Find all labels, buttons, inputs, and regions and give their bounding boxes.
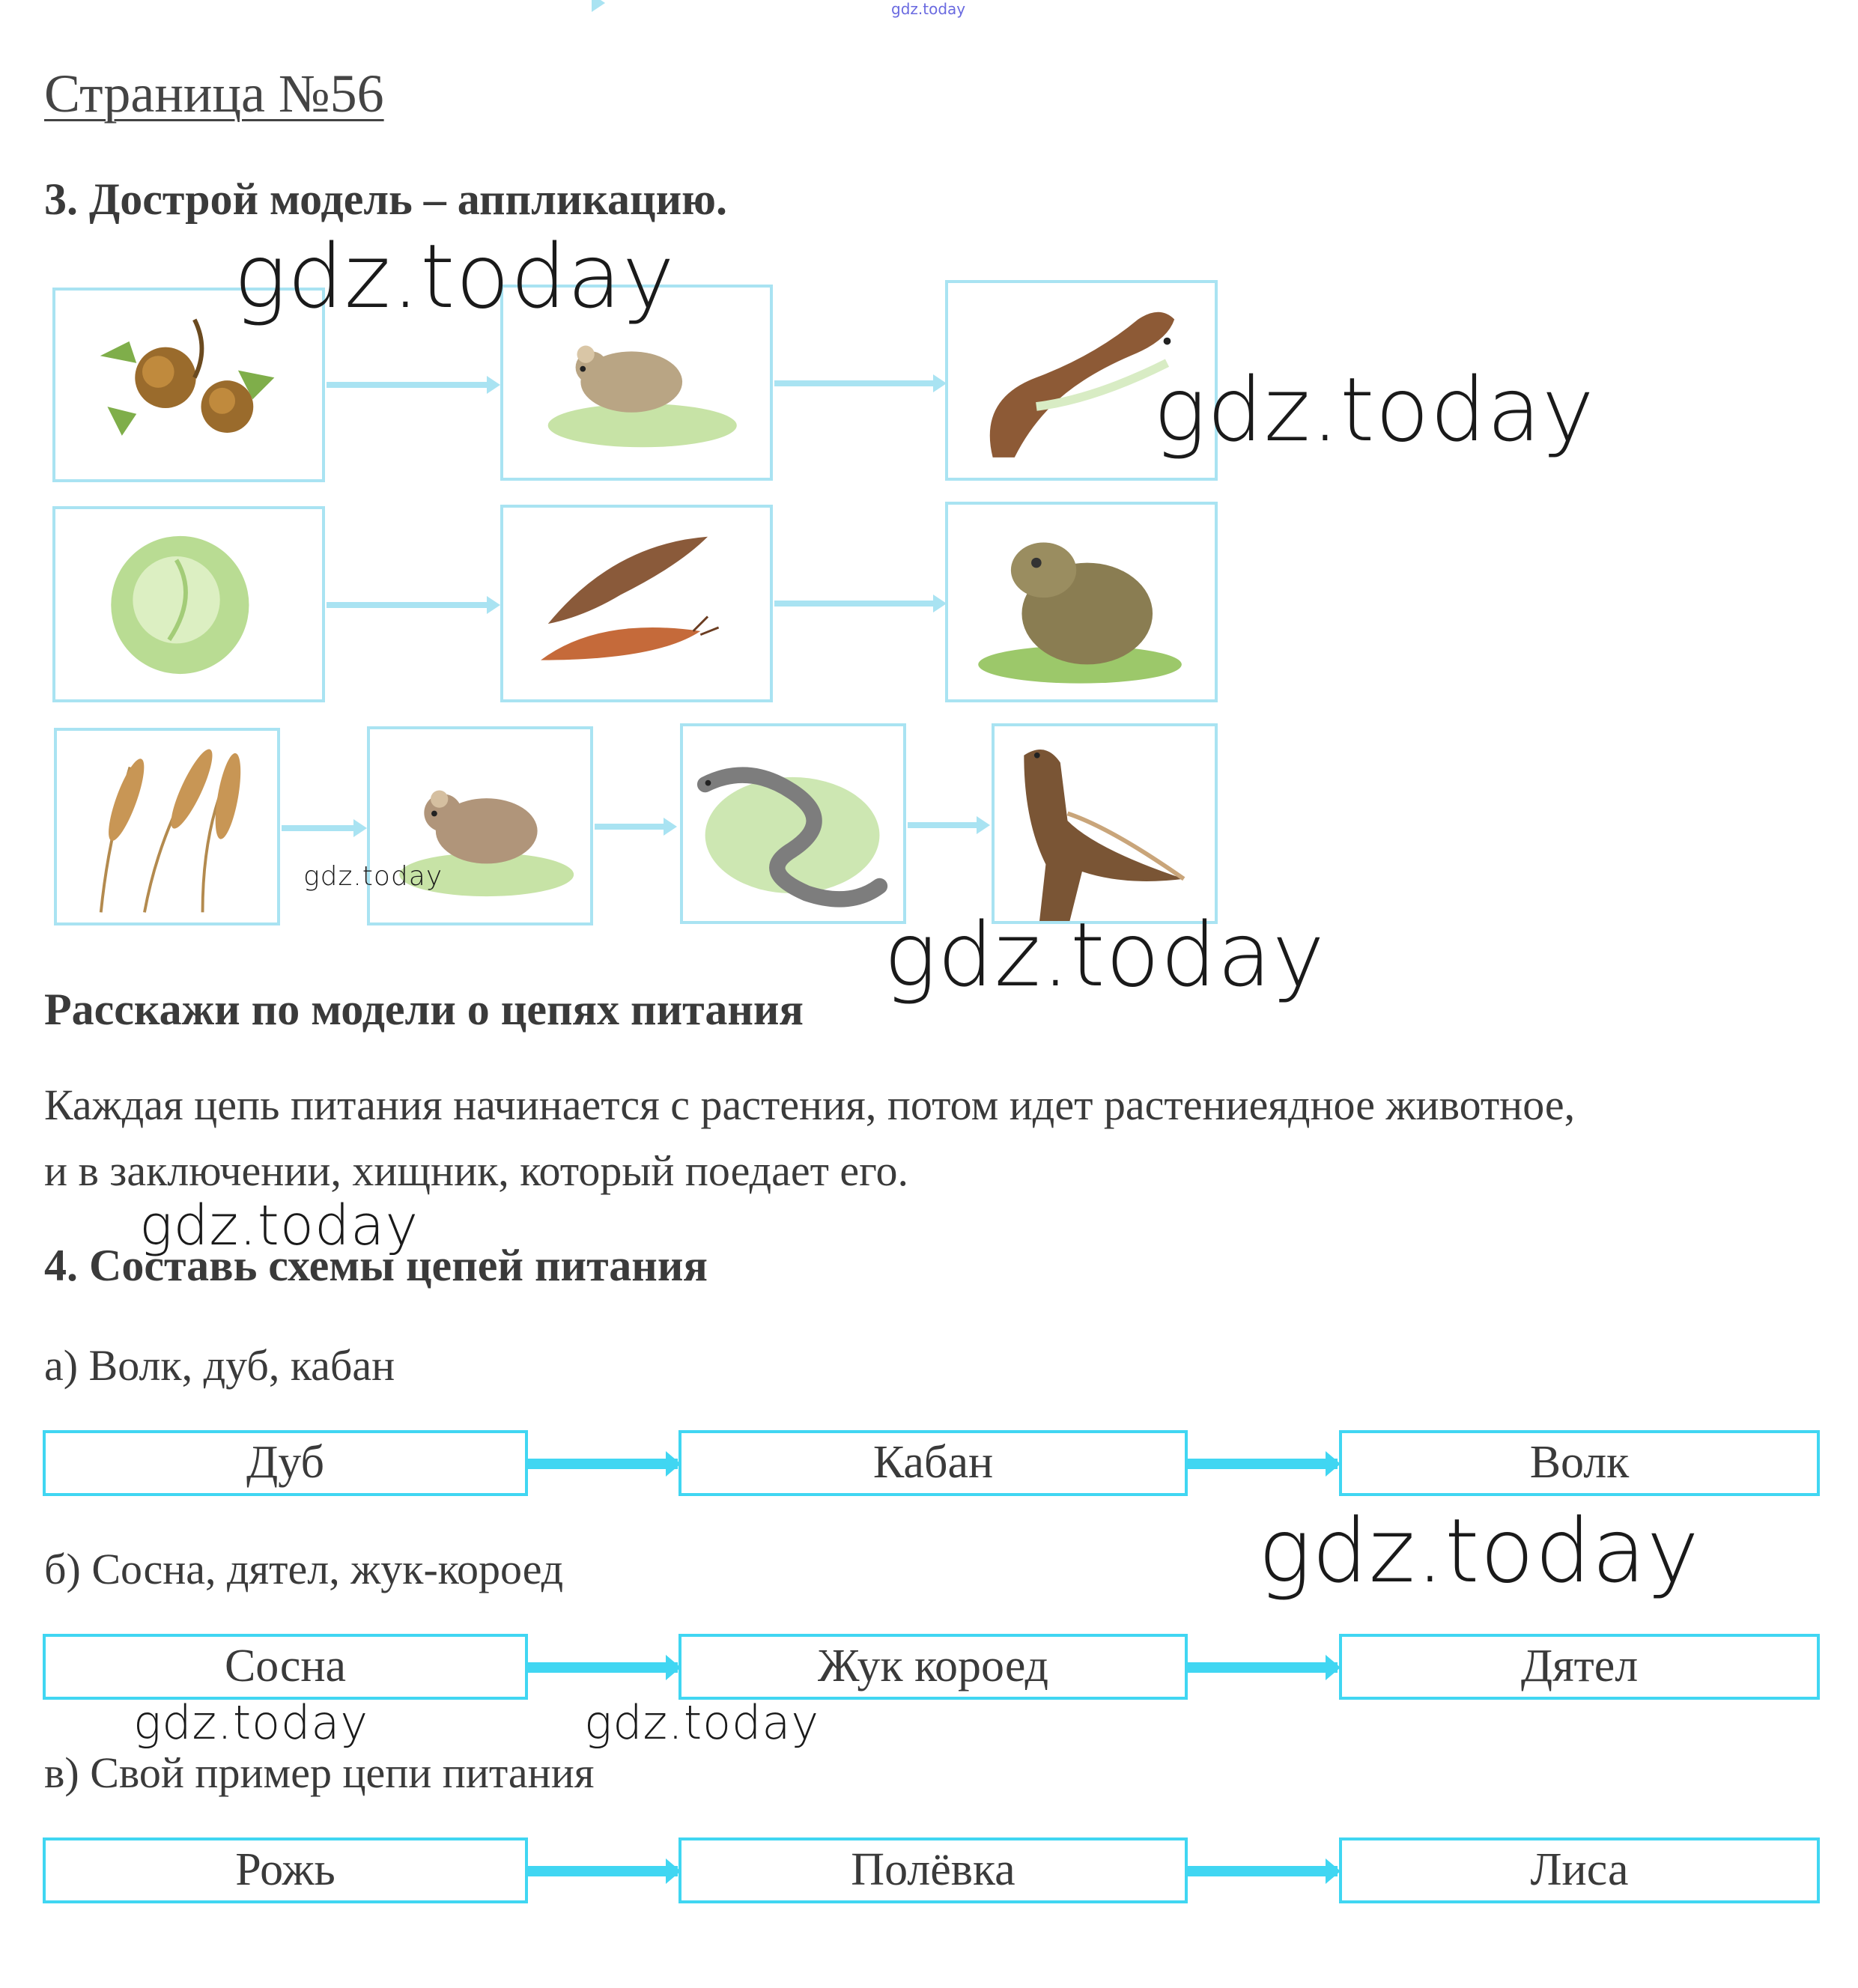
answer-line-1: Каждая цепь питания начинается с растения, потом идет растениеядное животное, xyxy=(44,1080,1576,1129)
page-title: Страница №56 xyxy=(44,64,384,124)
chain-b-box-2: Жук короед xyxy=(678,1634,1188,1700)
top-watermark: gdz.today xyxy=(891,0,966,18)
chain-arrow xyxy=(1188,1459,1338,1469)
arrow xyxy=(774,380,936,386)
arrow xyxy=(282,825,356,831)
watermark: gdz.today xyxy=(884,903,1326,1006)
answer-line-2: и в заключении, хищник, который поедает его. xyxy=(44,1146,909,1195)
chain-a-box-3: Волк xyxy=(1339,1430,1820,1496)
watermark: gdz.today xyxy=(584,1695,820,1750)
task3-subheading: Расскажи по модели о цепях питания xyxy=(44,985,804,1034)
toad-picture xyxy=(945,502,1218,702)
arrow xyxy=(327,602,490,608)
arrow xyxy=(595,824,667,830)
chain-b-box-1: Сосна xyxy=(43,1634,528,1700)
chain-arrow xyxy=(528,1662,678,1673)
chain-arrow xyxy=(1188,1866,1338,1876)
task4-b-label: б) Сосна, дятел, жук-короед xyxy=(44,1545,564,1593)
chain-c-box-2: Полёвка xyxy=(678,1837,1188,1903)
chain-arrow xyxy=(528,1866,678,1876)
watermark: gdz.today xyxy=(133,1695,369,1750)
wheat-picture xyxy=(54,728,280,925)
watermark: gdz.today xyxy=(303,861,443,892)
watermark: gdz.today xyxy=(1258,1499,1700,1602)
watermark: gdz.today xyxy=(234,225,676,328)
task3-heading: 3. Дострой модель – аппликацию. xyxy=(44,174,728,224)
chain-c-box-3: Лиса xyxy=(1339,1837,1820,1903)
chain-arrow xyxy=(528,1459,678,1469)
watermark: gdz.today xyxy=(139,1194,419,1258)
task4-heading: 4. Составь схемы цепей питания xyxy=(44,1241,708,1290)
task4-a-label: а) Волк, дуб, кабан xyxy=(44,1341,395,1390)
chain-a-box-1: Дуб xyxy=(43,1430,528,1496)
chain-arrow xyxy=(1188,1662,1338,1673)
chain-b-box-3: Дятел xyxy=(1339,1634,1820,1700)
arrow xyxy=(774,601,936,607)
arrow xyxy=(908,822,980,828)
task4-c-label: в) Свой пример цепи питания xyxy=(44,1748,595,1797)
cabbage-picture xyxy=(52,506,325,702)
eagle-picture xyxy=(992,723,1218,924)
slug-picture xyxy=(500,505,773,702)
chain-a-box-2: Кабан xyxy=(678,1430,1188,1496)
mouse-picture-2 xyxy=(367,726,593,925)
snake-picture xyxy=(680,723,906,924)
watermark: gdz.today xyxy=(1153,358,1595,461)
arrow xyxy=(327,382,490,388)
chain-c-box-1: Рожь xyxy=(43,1837,528,1903)
